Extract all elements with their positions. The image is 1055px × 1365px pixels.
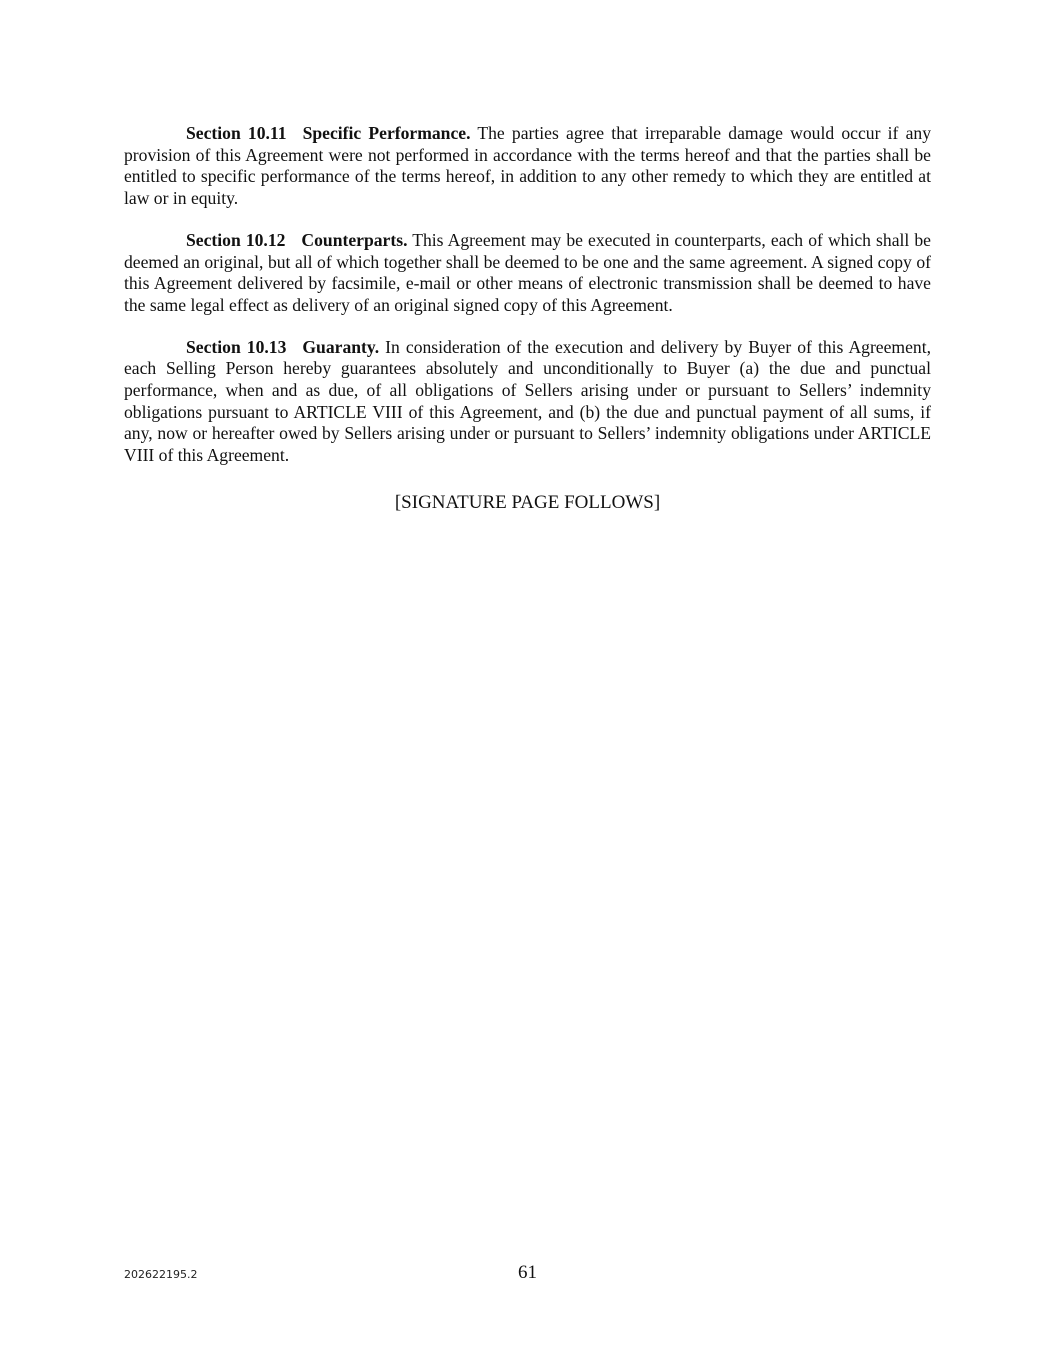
footer-document-id: 202622195.2 [124, 1268, 198, 1281]
section-number: Section 10.13 [186, 336, 287, 357]
section-number: Section 10.12 [186, 229, 286, 250]
section-body: This Agreement may be executed in counterparts, each of which shall be deemed an original, but all of which together shall be deemed to be one and the same agreement. A signed copy of this Agreement delivered by facsimile, e-mail or other means of electronic transmission shall be deemed to have the same legal effect as delivery of an original signed copy of this Agreement. [124, 229, 931, 315]
section-heading: Counterparts. [301, 229, 408, 250]
section-heading: Specific Performance. [302, 123, 471, 143]
signature-page-notice: [SIGNATURE PAGE FOLLOWS] [394, 492, 661, 513]
section-10-13 [124, 337, 931, 467]
section-number: Section 10.11 [186, 123, 287, 143]
section-body: The parties agree that irreparable damage would occur if any provision of this Agreement were not performed in accordance with the terms hereof and that the parties shall be entitled to specific performance of the terms hereof, in addition to any other remedy to which they are entitled at law or in equity. [124, 123, 931, 209]
section-heading: Guaranty. [302, 336, 380, 357]
footer-page-number: 61 [518, 1262, 537, 1283]
section-body: In consideration of the execution and delivery by Buyer of this Agreement, each Selling Person hereby guarantees absolutely and unconditionally to Buyer (a) the due and punctual performance, when and as due, of all obligations of Sellers arising under or pursuant to Sellers’ indemnity obligations pursuant to ARTICLE VIII of this Agreement, and (b) the due and punctual payment of all sums, if any, now or hereafter owed by Sellers arising under or pursuant to Sellers’ indemnity obligations under ARTICLE VIII of this Agreement. [124, 336, 931, 466]
section-10-12 [124, 230, 931, 317]
document-body [124, 123, 931, 487]
section-10-11 [124, 123, 931, 210]
